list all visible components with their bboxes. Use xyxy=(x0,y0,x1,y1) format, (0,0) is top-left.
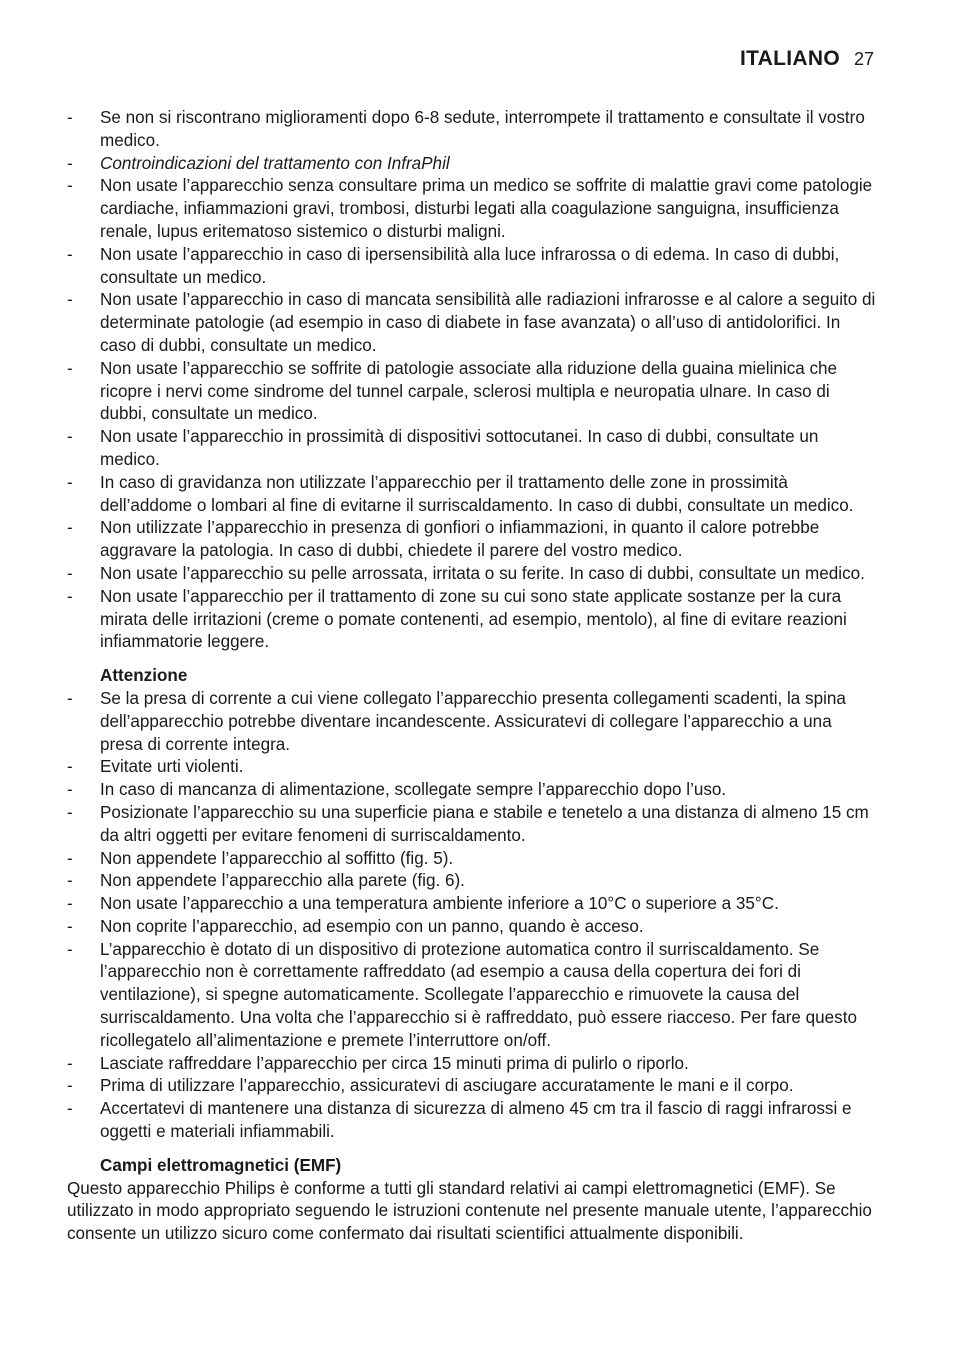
list-item-text: In caso di gravidanza non utilizzate l’apparecchio per il trattamento delle zone in prossimità dell’addome o lombari al fine di evitarne il surriscaldamento. In caso di dubbi, consultate un medico. xyxy=(100,472,854,515)
list-bullet: - xyxy=(67,848,73,868)
list-item xyxy=(67,848,877,871)
list-item xyxy=(67,426,877,472)
list-item xyxy=(67,1075,877,1098)
list-item-text: Non usate l’apparecchio in caso di mancata sensibilità alle radiazioni infrarosse e al calore a seguito di determinate patologie (ad esempio in caso di diabete in fase avanzata) o all’uso di antidolorifici. In caso di dubbi, consultate un medico. xyxy=(100,290,876,355)
list-item-text: L’apparecchio è dotato di un dispositivo di protezione automatica contro il surriscaldamento. Se l’apparecchio non è correttamente raffreddato (ad esempio a causa della copertura dei fori di ventilazione), si spegne automaticamente. Scollegate l’apparecchio e rimuovete la causa del surriscaldamento. Una volta che l’apparecchio si è raffreddato, può essere riacceso. Per fare questo ricollegatelo all’alimentazione e premete l’interruttore on/off. xyxy=(100,939,857,1050)
list-bullet: - xyxy=(67,1076,73,1096)
list-bullet: - xyxy=(67,688,73,708)
list-bullet: - xyxy=(67,108,73,127)
list-item-text: Non usate l’apparecchio per il trattamento di zone su cui sono state applicate sostanze per la cura mirata delle irritazioni (creme o pomate contenenti, ad esempio, mentolo), al fine di evitare reazioni infiammatorie leggere. xyxy=(100,586,847,652)
list-bullet: - xyxy=(67,780,73,800)
list-item-text: Non usate l’apparecchio in prossimità di dispositivi sottocutanei. In caso di dubbi, consultate un medico. xyxy=(100,427,819,469)
page-header xyxy=(740,47,874,71)
list-item-text: Non appendete l’apparecchio alla parete (fig. 6). xyxy=(100,871,465,891)
list-bullet: - xyxy=(67,290,73,310)
list-item-text: Se non si riscontrano miglioramenti dopo 6-8 sedute, interrompete il trattamento e consultate il vostro medico. xyxy=(100,108,865,150)
list-item xyxy=(67,688,877,756)
list-item-text: Controindicazioni del trattamento con InfraPhil xyxy=(100,153,450,173)
list-bullet: - xyxy=(67,757,73,777)
list-bullet: - xyxy=(67,939,73,959)
list-item-text: Lasciate raffreddare l’apparecchio per circa 15 minuti prima di pulirlo o riporlo. xyxy=(100,1053,689,1073)
list-bullet: - xyxy=(67,1099,73,1119)
list-bullet: - xyxy=(67,176,73,196)
list-item xyxy=(67,358,877,426)
list-bullet: - xyxy=(67,358,73,378)
emf-paragraph: Questo apparecchio Philips è conforme a tutti gli standard relativi ai campi elettromagnetici (EMF). Se utilizzato in modo appropriato seguendo le istruzioni contenute nel presente manuale utente, l’apparecchio consente un utilizzo sicuro come confermato dai risultati scientifici attualmente disponibili. xyxy=(67,1178,872,1244)
list-bullet: - xyxy=(67,586,73,606)
attention-heading: Attenzione xyxy=(100,666,188,686)
list-item xyxy=(67,107,877,153)
list-item xyxy=(67,175,877,243)
list-item-text: Non usate l’apparecchio in caso di ipersensibilità alla luce infrarossa o di edema. In caso di dubbi, consultate un medico. xyxy=(100,244,840,287)
page-content xyxy=(67,107,877,1246)
list-item xyxy=(67,244,877,290)
list-item xyxy=(67,1098,877,1144)
list-item-text: Accertatevi di mantenere una distanza di sicurezza di almeno 45 cm tra il fascio di raggi infrarossi e oggetti e materiali infiammabili. xyxy=(100,1099,852,1142)
list-bullet: - xyxy=(67,518,73,538)
list-item-text: Evitate urti violenti. xyxy=(100,757,244,777)
list-item xyxy=(67,756,877,779)
list-bullet: - xyxy=(67,472,73,492)
list-item xyxy=(67,1053,877,1076)
page-number: 27 xyxy=(853,49,874,69)
list-bullet: - xyxy=(67,153,73,173)
list-bullet: - xyxy=(67,244,73,264)
list-bullet: - xyxy=(67,894,73,914)
list-item-text: In caso di mancanza di alimentazione, scollegate sempre l’apparecchio dopo l’uso. xyxy=(100,780,727,800)
emf-heading: Campi elettromagnetici (EMF) xyxy=(100,1155,342,1175)
list-bullet: - xyxy=(67,427,73,447)
list-item-text: Non usate l’apparecchio se soffrite di patologie associate alla riduzione della guaina mielinica che ricopre i nervi come sindrome del tunnel carpale, sclerosi multipla e neuropatia ulnare. In caso di dubbi, consultate un medico. xyxy=(100,358,838,424)
list-item-text: Non coprite l’apparecchio, ad esempio con un panno, quando è acceso. xyxy=(100,916,644,936)
list-item xyxy=(67,289,877,357)
contraindications-list xyxy=(67,107,877,654)
list-bullet: - xyxy=(67,802,73,822)
list-bullet: - xyxy=(67,871,73,891)
list-item xyxy=(67,517,877,563)
language-label: ITALIANO xyxy=(739,47,840,70)
list-item xyxy=(67,779,877,802)
list-item xyxy=(67,153,877,176)
list-item xyxy=(67,916,877,939)
list-item xyxy=(67,939,877,1053)
list-item xyxy=(67,802,877,848)
list-bullet: - xyxy=(67,563,73,583)
list-item-text: Posizionate l’apparecchio su una superficie piana e stabile e tenetelo a una distanza di almeno 15 cm da altri oggetti per evitare fenomeni di surriscaldamento. xyxy=(100,802,869,845)
list-item-text: Non utilizzate l’apparecchio in presenza di gonfiori o infiammazioni, in quanto il calore potrebbe aggravare la patologia. In caso di dubbi, chiedete il parere del vostro medico. xyxy=(100,518,820,561)
list-item-text: Se la presa di corrente a cui viene collegato l’apparecchio presenta collegamenti scadenti, la spina dell’apparecchio potrebbe diventare incandescente. Assicuratevi di collegare l’apparecchio a una presa di corrente integra. xyxy=(100,688,846,754)
list-bullet: - xyxy=(67,916,73,936)
list-item xyxy=(67,472,877,518)
list-item-text: Non usate l’apparecchio su pelle arrossata, irritata o su ferite. In caso di dubbi, consultate un medico. xyxy=(100,563,865,583)
list-item xyxy=(67,586,877,654)
attention-list xyxy=(67,688,877,1144)
list-item-text: Prima di utilizzare l’apparecchio, assicuratevi di asciugare accuratamente le mani e il corpo. xyxy=(100,1076,794,1096)
list-item xyxy=(67,563,877,586)
list-item-text: Non usate l’apparecchio a una temperatura ambiente inferiore a 10°C o superiore a 35°C. xyxy=(100,894,779,914)
list-bullet: - xyxy=(67,1053,73,1073)
list-item xyxy=(67,870,877,893)
list-item-text: Non appendete l’apparecchio al soffitto (fig. 5). xyxy=(100,848,454,868)
list-item xyxy=(67,893,877,916)
list-item-text: Non usate l’apparecchio senza consultare prima un medico se soffrite di malattie gravi come patologie cardiache, infiammazioni gravi, trombosi, disturbi legati alla coagulazione sanguigna, insufficienza renale, lupus eritematoso sistemico o disturbi maligni. xyxy=(100,176,873,241)
